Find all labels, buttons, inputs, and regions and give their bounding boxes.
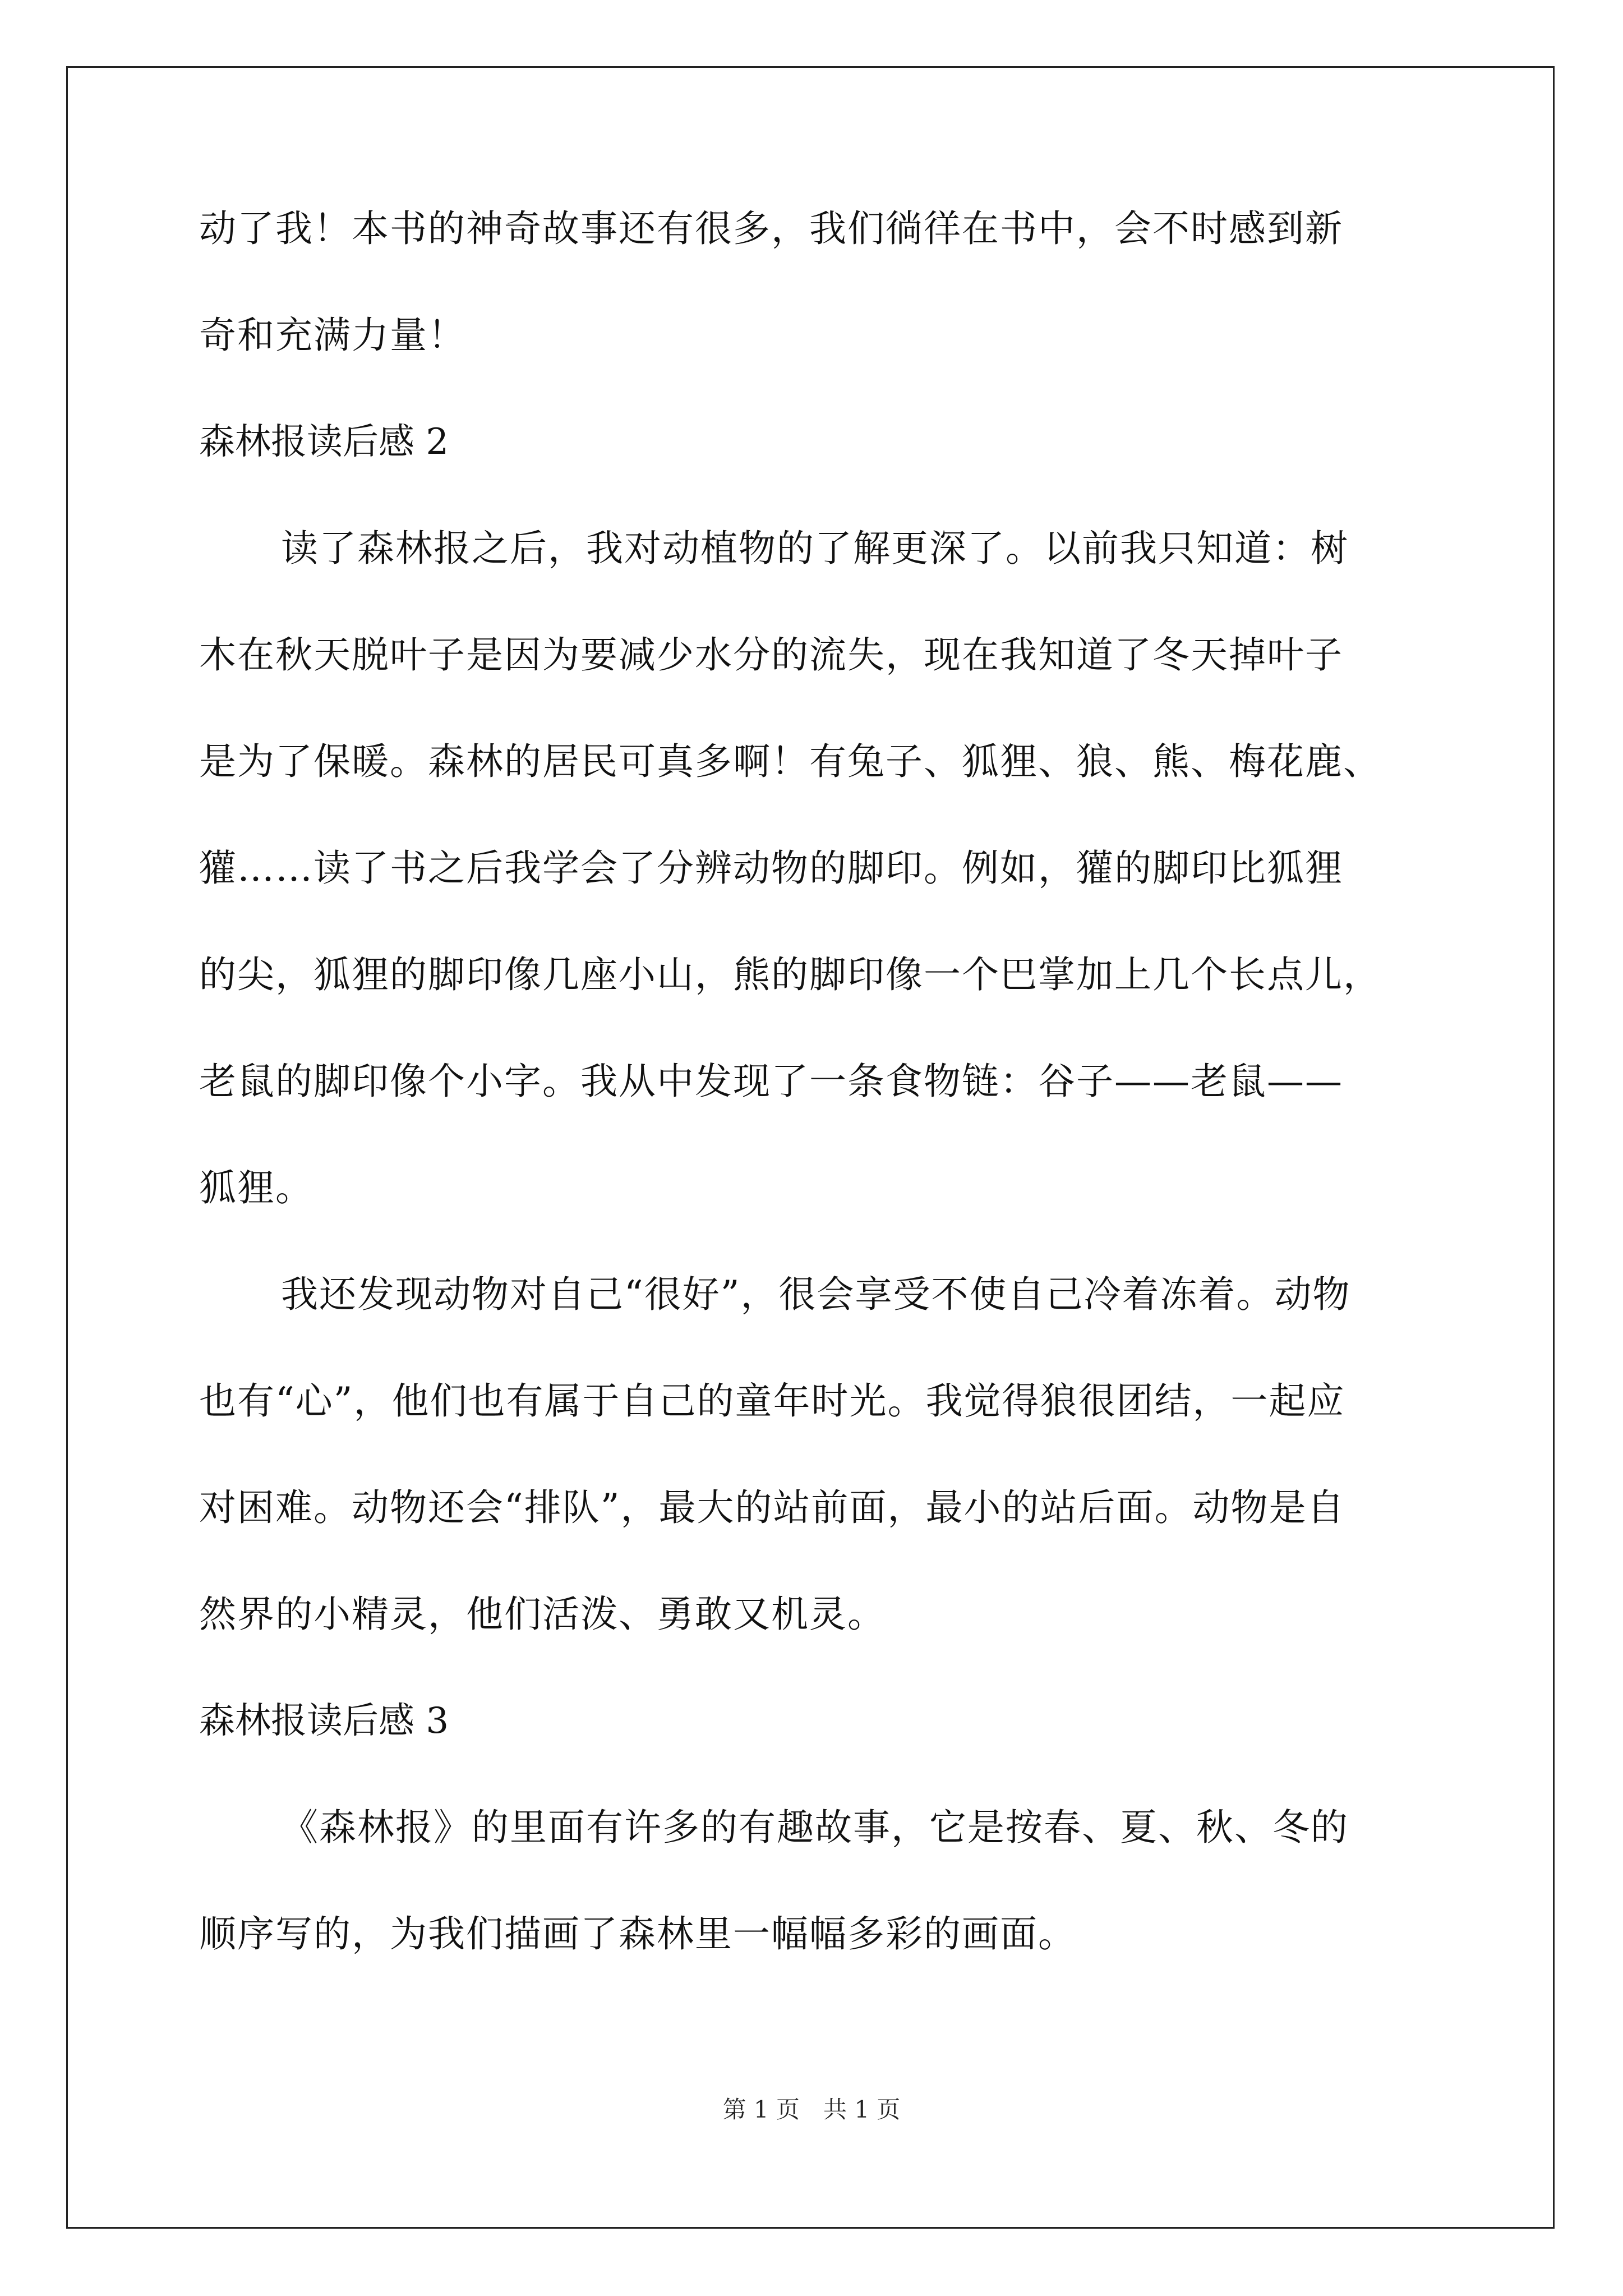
paragraph-line: 我还发现动物对自己“很好”，很会享受不使自己冷着冻着。动物	[281, 1273, 1351, 1316]
paragraph-line: 的尖，狐狸的脚印像几座小山，熊的脚印像一个巴掌加上几个长点儿，	[199, 953, 1381, 996]
paragraph-seasons	[199, 1801, 1461, 1961]
paragraph-line: 《森林报》的里面有许多的有趣故事，它是按春、夏、秋、冬的	[281, 1806, 1349, 1849]
paragraph-line: 獾……读了书之后我学会了分辨动物的脚印。例如，獾的脚印比狐狸	[199, 846, 1343, 890]
paragraph-line: 然界的小精灵，他们活泼、勇敢又机灵。	[199, 1593, 886, 1636]
paragraph-line: 顺序写的，为我们描画了森林里一幅幅多彩的画面。	[199, 1912, 1076, 1955]
paragraph-line: 狐狸。	[199, 1166, 313, 1209]
paragraph-animals	[199, 1268, 1461, 1641]
paragraph-line: 对困难。动物还会“排队”，最大的站前面，最小的站后面。动物是自	[199, 1486, 1345, 1529]
page-footer: 第 1 页 共 1 页	[722, 2096, 901, 2123]
paragraph-line: 是为了保暖。森林的居民可真多啊！有兔子、狐狸、狼、熊、梅花鹿、	[199, 740, 1381, 783]
paragraph-continued	[199, 202, 1461, 362]
paragraph-line: 也有“心”，他们也有属于自己的童年时光。我觉得狼很团结，一起应	[199, 1379, 1345, 1423]
section-heading-3: 森林报读后感 3	[199, 1700, 449, 1742]
document-body	[199, 202, 1461, 2014]
paragraph-line: 动了我！本书的神奇故事还有很多，我们徜徉在书中，会不时感到新	[199, 207, 1343, 250]
paragraph-line: 读了森林报之后，我对动植物的了解更深了。以前我只知道：树	[281, 527, 1349, 570]
paragraph-line: 木在秋天脱叶子是因为要减少水分的流失，现在我知道了冬天掉叶子	[199, 633, 1343, 677]
paragraph-line: 奇和充满力量！	[199, 314, 466, 357]
paragraph-line: 老鼠的脚印像个小字。我从中发现了一条食物链：谷子——老鼠——	[199, 1060, 1343, 1103]
section-heading-2: 森林报读后感 2	[199, 421, 449, 463]
paragraph-footprints	[199, 522, 1461, 1215]
